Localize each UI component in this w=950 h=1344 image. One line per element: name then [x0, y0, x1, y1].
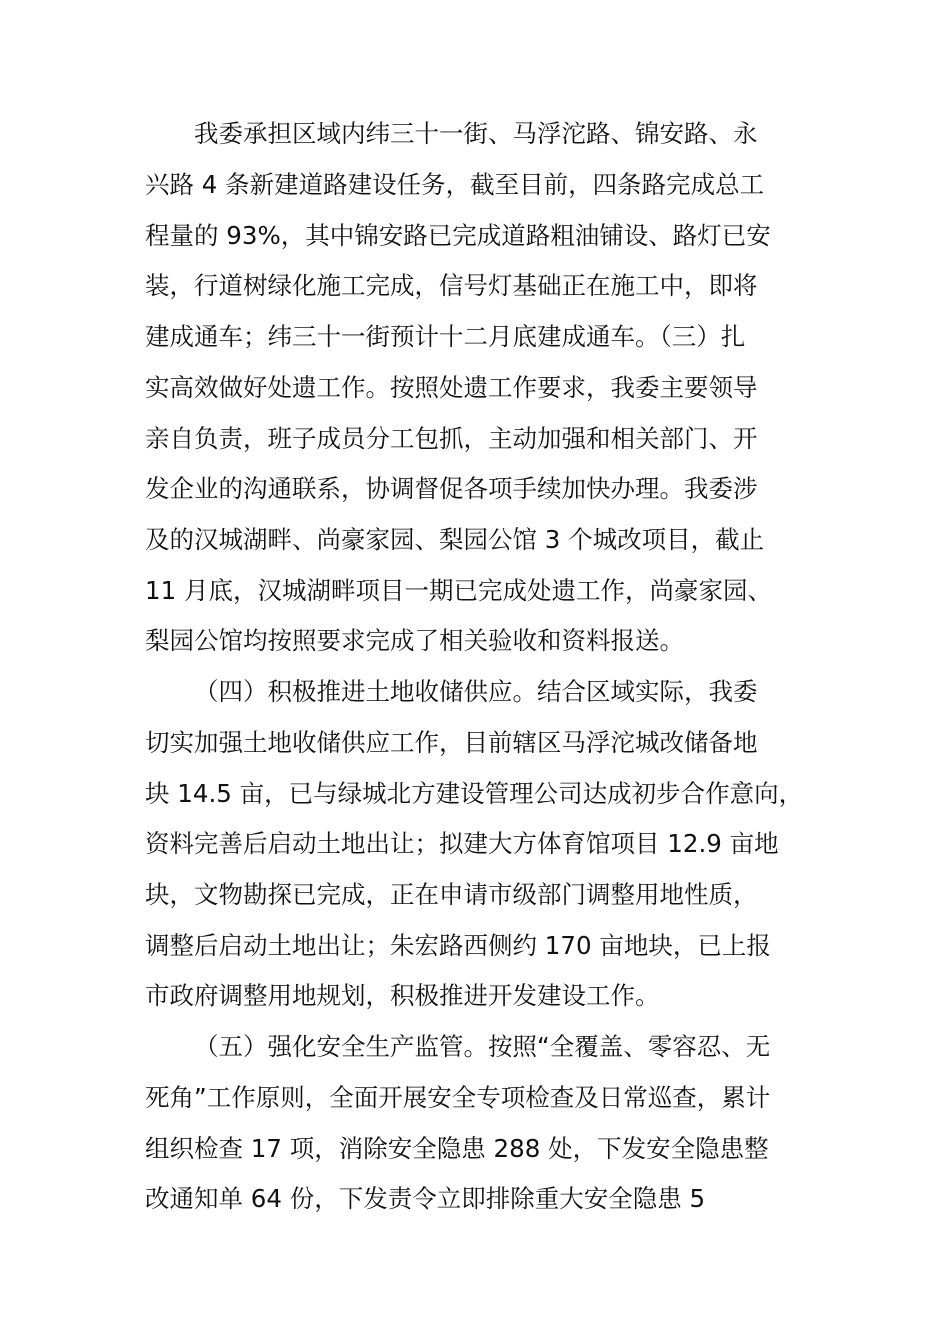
text-line: 建成通车；纬三十一街预计十二月底建成通车。（三）扎	[145, 322, 746, 351]
text-line: 亲自负责，班子成员分工包抓，主动加强和相关部门、开	[145, 424, 758, 453]
text-line: 组织检查 17 项，消除安全隐患 288 处，下发安全隐患整	[145, 1134, 769, 1163]
text-line: 实高效做好处遗工作。按照处遗工作要求，我委主要领导	[145, 373, 758, 402]
text-line: 块 14.5 亩，已与绿城北方建设管理公司达成初步合作意向，	[145, 779, 804, 808]
text-line: 切实加强土地收储供应工作，目前辖区马浮沱城改储备地	[145, 728, 758, 757]
text-line: 死角”工作原则，全面开展安全专项检查及日常巡查，累计	[145, 1083, 771, 1112]
text-line: 发企业的沟通联系，协调督促各项手续加快办理。我委涉	[145, 474, 758, 503]
text-line: 市政府调整用地规划，积极推进开发建设工作。	[145, 981, 660, 1010]
text-line: 改通知单 64 份，下发责令立即排除重大安全隐患 5	[145, 1184, 706, 1213]
text-line: 程量的 93%，其中锦安路已完成道路粗油铺设、路灯已安	[145, 221, 771, 250]
text-line: 及的汉城湖畔、尚豪家园、梨园公馆 3 个城改项目，截止	[145, 525, 765, 554]
text-line: 兴路 4 条新建道路建设任务，截至目前，四条路完成总工	[145, 170, 765, 199]
text-line: 11 月底，汉城湖畔项目一期已完成处遗工作，尚豪家园、	[145, 576, 772, 605]
text-line: 梨园公馆均按照要求完成了相关验收和资料报送。	[145, 626, 684, 655]
text-line: （四）积极推进土地收储供应。结合区域实际，我委	[194, 677, 758, 706]
text-line: 调整后启动土地出让；朱宏路西侧约 170 亩地块，已上报	[145, 931, 771, 960]
text-line: （五）强化安全生产监管。按照“全覆盖、零容忍、无	[194, 1032, 771, 1061]
text-line: 块，文物勘探已完成，正在申请市级部门调整用地性质，	[145, 880, 758, 909]
text-line: 资料完善后启动土地出让；拟建大方体育馆项目 12.9 亩地	[145, 829, 779, 858]
text-line: 装，行道树绿化施工完成，信号灯基础正在施工中，即将	[145, 271, 758, 300]
text-line: 我委承担区域内纬三十一街、马浮沱路、锦安路、永	[194, 119, 758, 148]
